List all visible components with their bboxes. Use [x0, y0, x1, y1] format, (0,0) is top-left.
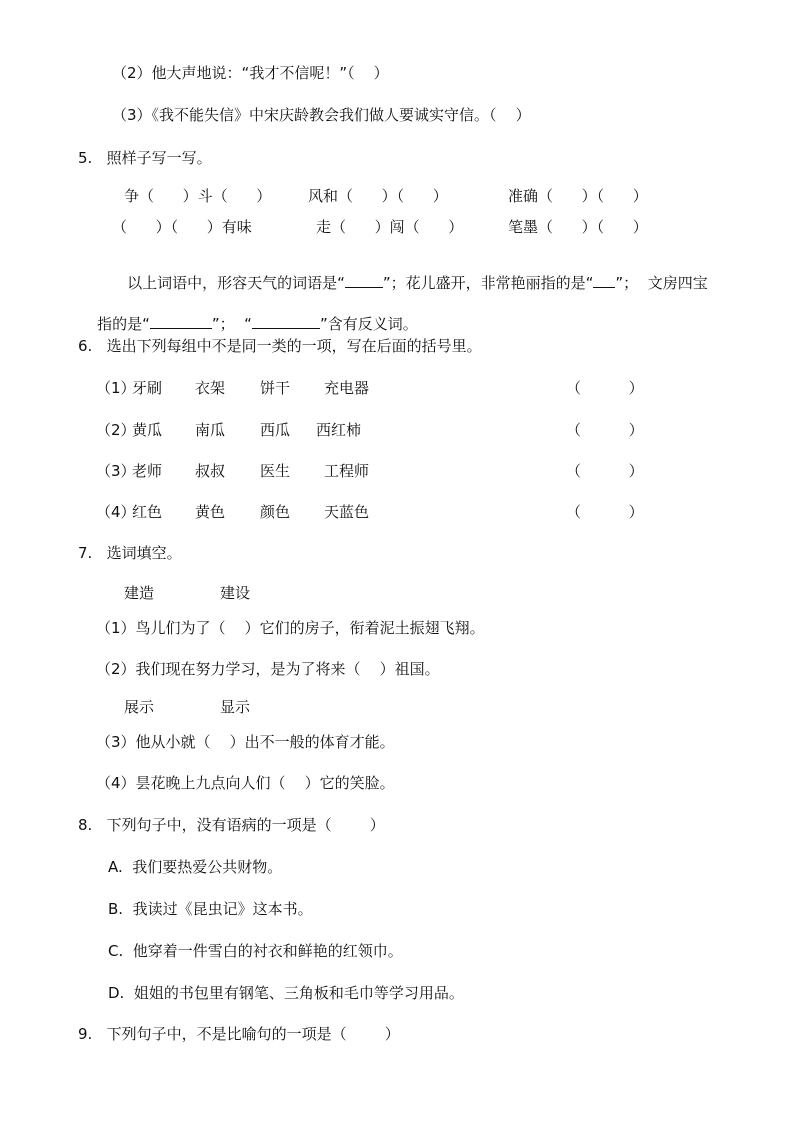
q5-row1-word-2: 风和（ ）（ ） [308, 187, 448, 205]
q5-fill-text-d: 指的是“ [97, 315, 150, 333]
q6-row-number: （4） [96, 503, 136, 521]
q8-option-b[interactable]: B. 我读过《昆虫记》这本书。 [108, 900, 313, 918]
q6-word: 颜色 [260, 503, 291, 521]
q6-word: 黄色 [195, 503, 226, 521]
q5-fill-text-b: ”；花儿盛开，非常艳丽指的是“ [382, 274, 594, 292]
q5-blank-weather[interactable] [345, 273, 383, 288]
q5-blank-antonyms[interactable] [252, 314, 320, 329]
q7-choice-word: 建设 [220, 584, 251, 602]
q7-choice-word: 展示 [124, 698, 155, 716]
q5-row2-word-2: 走（ ）闯（ ） [316, 218, 464, 236]
q5-fill-text-c: ”； 文房四宝 [615, 274, 708, 292]
q5-blank-stationery[interactable] [150, 314, 212, 329]
q6-word: 天蓝色 [324, 503, 370, 521]
q5-fill-text-a: 以上词语中，形容天气的词语是“ [127, 274, 345, 292]
q5-row1-word-3: 准确（ ）（ ） [508, 187, 648, 205]
q7-sentence-2: （2）我们现在努力学习，是为了将来（ ）祖国。 [96, 660, 440, 678]
q6-word: 医生 [260, 462, 291, 480]
q5-row2-word-3: 笔墨（ ）（ ） [508, 218, 648, 236]
q6-title: 6. 选出下列每组中不是同一类的一项，写在后面的括号里。 [78, 337, 482, 355]
q6-word: 西瓜 [260, 421, 291, 439]
q6-answer-bracket[interactable]: （ ） [566, 379, 644, 397]
q4-item-3: （3）《我不能失信》中宋庆龄教会我们做人要诚实守信。（ ） [112, 106, 531, 124]
q6-answer-bracket[interactable]: （ ） [566, 421, 644, 439]
q7-sentence-4: （4）昙花晚上九点向人们（ ）它的笑脸。 [96, 774, 395, 792]
q6-row-number: （3） [96, 462, 136, 480]
q6-word: 牙刷 [132, 379, 163, 397]
q7-choice-word: 建造 [124, 584, 155, 602]
q5-row2-word-1: （ ）（ ）有味 [112, 218, 252, 236]
q8-option-a[interactable]: A. 我们要热爱公共财物。 [108, 858, 283, 876]
q6-row-number: （2） [96, 421, 136, 439]
q5-row1-word-1: 争（ ）斗（ ） [124, 187, 272, 205]
q6-word: 充电器 [324, 379, 370, 397]
q6-answer-bracket[interactable]: （ ） [566, 462, 644, 480]
q7-title: 7. 选词填空。 [78, 544, 182, 562]
q6-answer-bracket[interactable]: （ ） [566, 503, 644, 521]
q8-option-d[interactable]: D. 姐姐的书包里有钢笔、三角板和毛巾等学习用品。 [108, 984, 464, 1002]
q4-item-2: （2）他大声地说：“我才不信呢！”（ ） [112, 64, 389, 82]
q9-title: 9. 下列句子中，不是比喻句的一项是（ ） [78, 1025, 400, 1043]
q8-option-c[interactable]: C. 他穿着一件雪白的衬衣和鲜艳的红领巾。 [108, 942, 403, 960]
q7-sentence-1: （1）鸟儿们为了（ ）它们的房子，衔着泥土振翅飞翔。 [96, 619, 485, 637]
q5-title: 5. 照样子写一写。 [78, 149, 212, 167]
q6-row-number: （1） [96, 379, 136, 397]
q8-title: 8. 下列句子中，没有语病的一项是（ ） [78, 816, 385, 834]
q6-word: 老师 [132, 462, 163, 480]
q6-word: 红色 [132, 503, 163, 521]
q5-fill-text-f: ”含有反义词。 [319, 315, 418, 333]
q5-blank-flowers[interactable] [593, 273, 615, 288]
q6-word: 叔叔 [195, 462, 226, 480]
q6-word: 工程师 [324, 462, 370, 480]
q6-word: 南瓜 [195, 421, 226, 439]
q6-word: 饼干 [260, 379, 291, 397]
q6-word: 衣架 [195, 379, 226, 397]
q7-sentence-3: （3）他从小就（ ）出不一般的体育才能。 [96, 733, 395, 751]
q7-choice-word: 显示 [220, 698, 251, 716]
q6-word: 西红柿 [316, 421, 362, 439]
q6-word: 黄瓜 [132, 421, 163, 439]
q5-fill-text-e: ”； “ [211, 315, 252, 333]
